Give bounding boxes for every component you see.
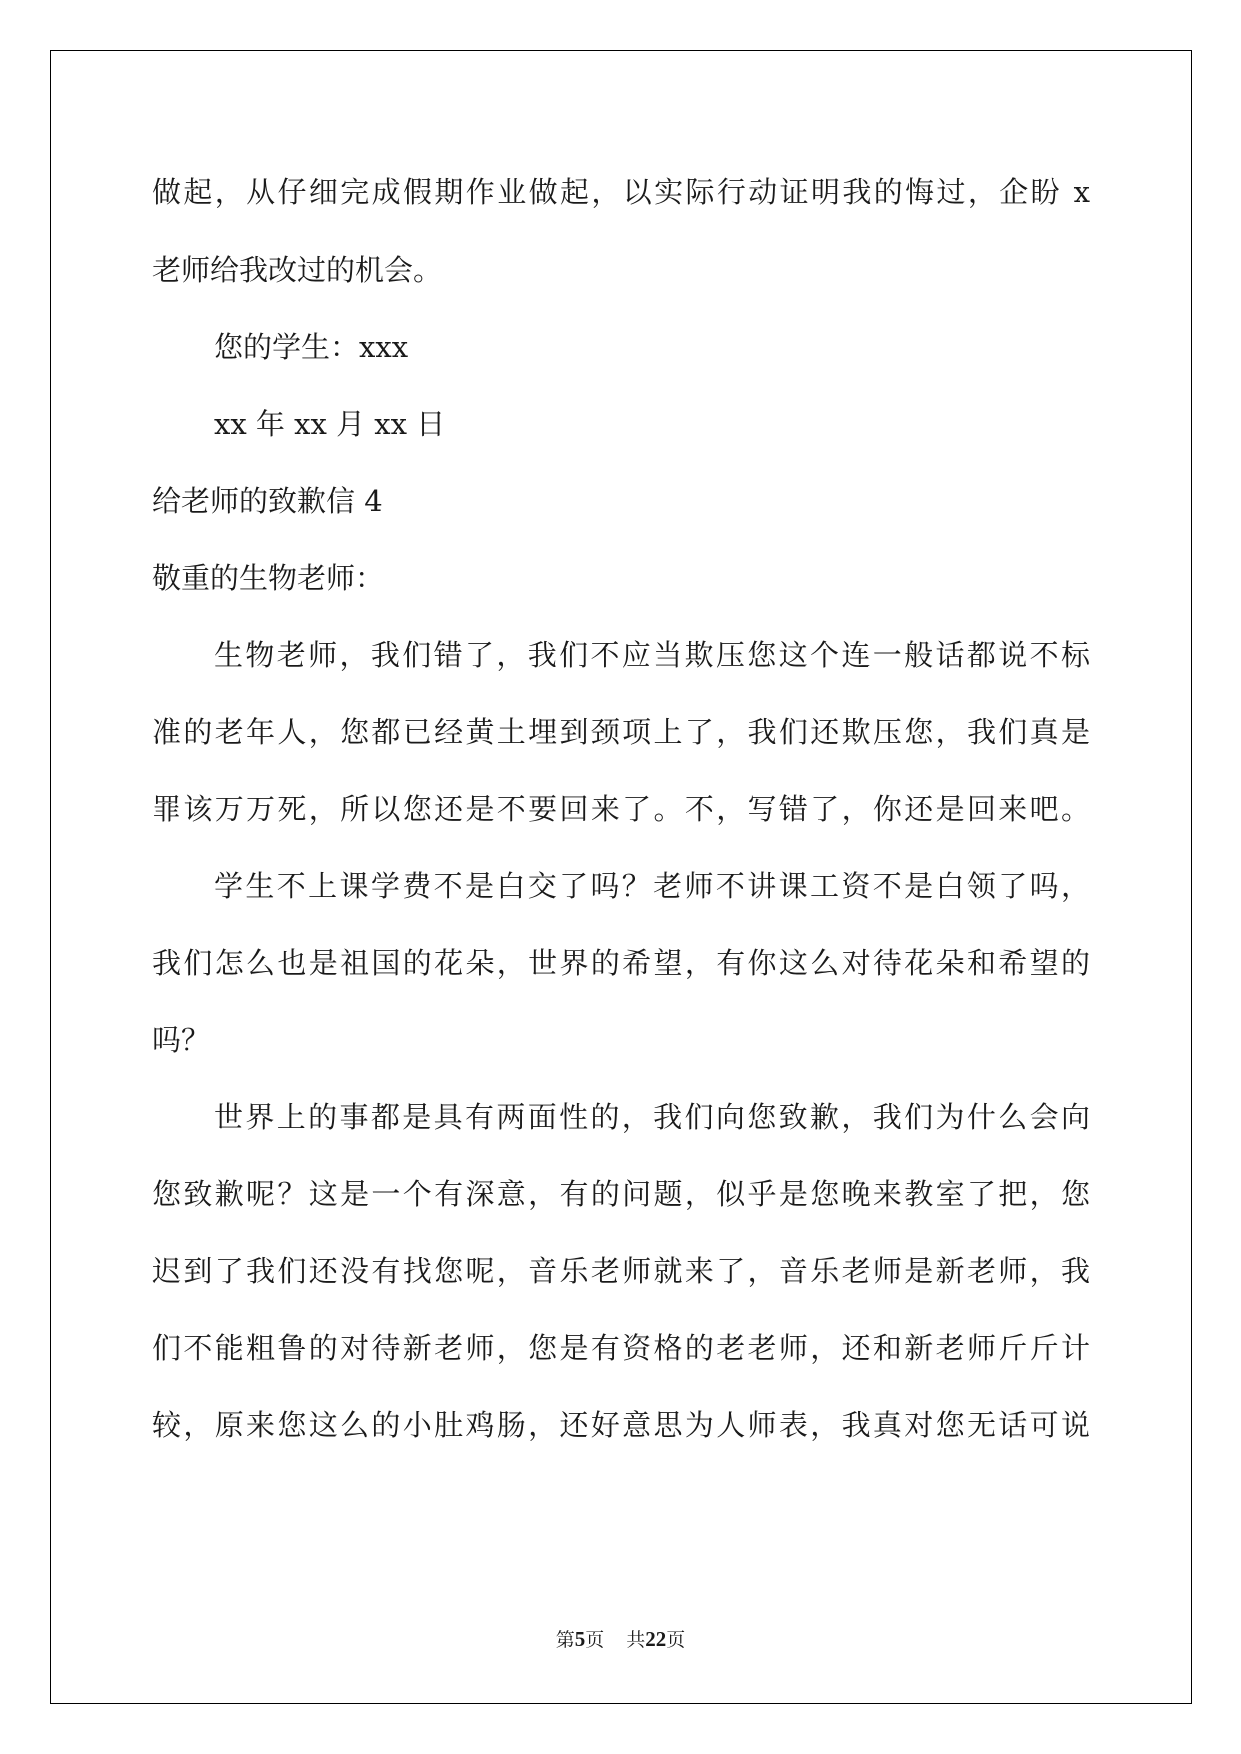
text-line: 生物老师，我们错了，我们不应当欺压您这个连一般话都说不标	[214, 638, 1090, 672]
text-line: 准的老年人，您都已经黄土埋到颈项上了，我们还欺压您，我们真是	[152, 715, 1090, 749]
page-number: 5	[574, 1627, 586, 1651]
date-line: xx 年 xx 月 xx 日	[214, 407, 446, 441]
text-line: 您致歉呢？这是一个有深意，有的问题，似乎是您晚来教室了把，您	[152, 1177, 1090, 1211]
text-line: 吗？	[152, 1023, 211, 1057]
footer-total-suffix: 页	[666, 1629, 686, 1651]
signature-line: 您的学生：xxx	[214, 330, 409, 364]
text-line: 我们怎么也是祖国的花朵，世界的希望，有你这么对待花朵和希望的	[152, 946, 1090, 980]
total-pages: 22	[645, 1627, 667, 1651]
section-heading: 给老师的致歉信 4	[152, 484, 383, 518]
page-footer	[0, 1627, 1241, 1652]
text-line: 罪该万万死，所以您还是不要回来了。不，写错了，你还是回来吧。	[152, 792, 1090, 826]
footer-prefix: 第	[555, 1629, 575, 1651]
footer-total-prefix: 共	[626, 1629, 646, 1651]
text-line: 世界上的事都是具有两面性的，我们向您致歉，我们为什么会向	[214, 1100, 1090, 1134]
text-line: 老师给我改过的机会。	[152, 253, 443, 287]
footer-page-suffix: 页	[585, 1629, 605, 1651]
text-line: 较，原来您这么的小肚鸡肠，还好意思为人师表，我真对您无话可说	[152, 1408, 1090, 1442]
text-line: 学生不上课学费不是白交了吗？老师不讲课工资不是白领了吗，	[214, 869, 1090, 903]
text-line: 迟到了我们还没有找您呢，音乐老师就来了，音乐老师是新老师，我	[152, 1254, 1090, 1288]
text-line: 做起，从仔细完成假期作业做起，以实际行动证明我的悔过，企盼 x	[152, 175, 1090, 209]
text-line: 们不能粗鲁的对待新老师，您是有资格的老老师，还和新老师斤斤计	[152, 1331, 1090, 1365]
salutation: 敬重的生物老师：	[152, 561, 385, 595]
